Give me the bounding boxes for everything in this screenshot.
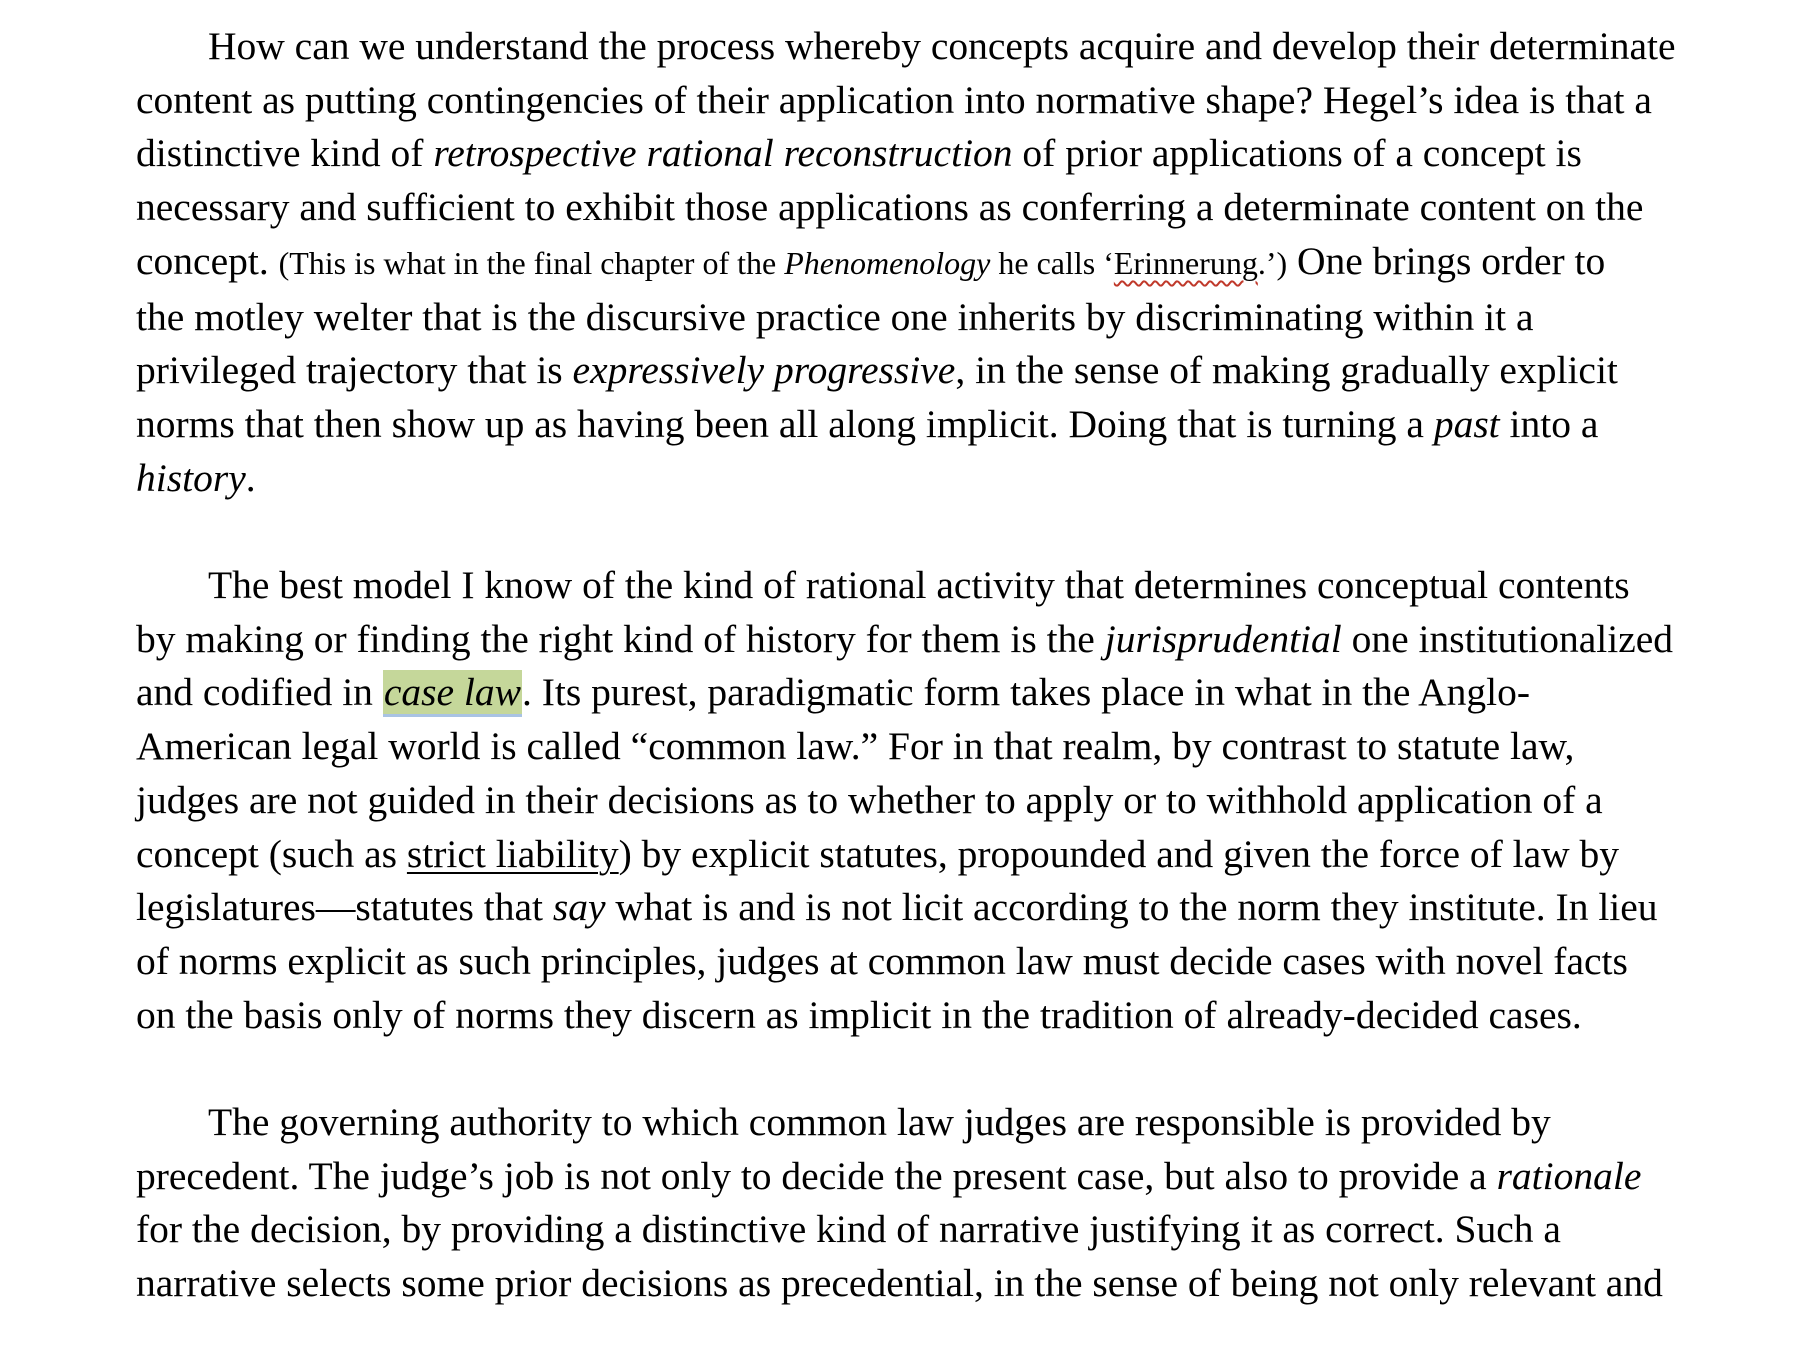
emphasis-expressively-progressive: expressively progressive: [572, 348, 956, 393]
paragraph-2: [136, 559, 1732, 1042]
text-run: ) by explicit statutes, propounded and given the force of law by: [618, 831, 1620, 876]
text-run: into a: [1499, 401, 1599, 446]
text-line: [136, 127, 1732, 181]
text-run: (This is what in the final chapter of the: [278, 244, 785, 281]
paragraph-3: [136, 1096, 1732, 1311]
text-line: [136, 452, 1732, 506]
emphasis-phenomenology: Phenomenology: [784, 244, 991, 281]
text-run: , in the sense of making gradually explicit: [955, 348, 1618, 393]
text-line: [136, 344, 1732, 398]
text-run: of prior applications of a concept is: [1012, 131, 1582, 176]
text-run: concept (such as: [136, 831, 407, 876]
text-line: [136, 881, 1732, 935]
text-line: content as putting contingencies of their application into normative shape? Hegel’s idea is that a: [136, 77, 1652, 122]
emphasis-past: past: [1433, 401, 1500, 446]
text-line: The governing authority to which common law judges are responsible is provided by: [208, 1100, 1551, 1145]
text-run: what is and is not licit according to the norm they institute. In lieu: [605, 885, 1658, 930]
text-run: privileged trajectory that is: [136, 348, 573, 393]
text-line: the motley welter that is the discursive practice one inherits by discriminating within it a: [136, 294, 1534, 339]
parenthetical-note: [279, 245, 1288, 281]
emphasis-say: say: [552, 885, 606, 930]
text-line: The best model I know of the kind of rational activity that determines conceptual contents: [208, 563, 1630, 608]
text-run: precedent. The judge’s job is not only to decide the present case, but also to provide a: [136, 1153, 1497, 1198]
text-run: by making or finding the right kind of history for them is the: [136, 616, 1105, 661]
text-run: One brings order to: [1287, 238, 1606, 283]
text-line: on the basis only of norms they discern as implicit in the tradition of already-decided cases.: [136, 992, 1582, 1037]
text-line: for the decision, by providing a distinctive kind of narrative justifying it as correct. Such a: [136, 1207, 1561, 1252]
text-run: one institutionalized: [1341, 616, 1674, 661]
text-line: judges are not guided in their decisions as to whether to apply or to withhold application of a: [136, 777, 1603, 822]
text-line: [136, 666, 1732, 720]
emphasis-rationale: rationale: [1496, 1153, 1642, 1198]
text-line: of norms explicit as such principles, judges at common law must decide cases with novel facts: [136, 938, 1628, 983]
text-line: [136, 828, 1732, 882]
spellcheck-word[interactable]: Erinnerung: [1113, 244, 1258, 281]
emphasis-jurisprudential: jurisprudential: [1104, 616, 1342, 661]
text-run: . Its purest, paradigmatic form takes place in what in the Anglo-: [521, 670, 1531, 715]
text-line: narrative selects some prior decisions as precedential, in the sense of being not only relevant and: [136, 1261, 1663, 1306]
text-run: distinctive kind of: [136, 131, 434, 176]
hyperlink-strict-liability[interactable]: strict liability: [406, 831, 619, 876]
highlighted-selection-case-law[interactable]: case law: [383, 670, 522, 717]
text-run: .: [245, 455, 256, 500]
text-run: legislatures—statutes that: [136, 885, 553, 930]
text-line: American legal world is called “common law.” For in that realm, by contrast to statute law,: [136, 724, 1575, 769]
text-run: .’): [1257, 244, 1288, 281]
emphasis-retrospective-reconstruction: retrospective rational reconstruction: [433, 131, 1013, 176]
text-run: and codified in: [136, 670, 383, 715]
text-line: [136, 398, 1732, 452]
text-run: norms that then show up as having been all along implicit. Doing that is turning a: [136, 401, 1434, 446]
text-line: [136, 235, 1732, 291]
paragraph-1: [136, 20, 1732, 505]
emphasis-history: history: [136, 455, 246, 500]
document-page: [136, 20, 1732, 1365]
text-run: he calls ‘: [990, 244, 1114, 281]
text-run: concept.: [136, 238, 279, 283]
text-line: [136, 1150, 1732, 1204]
text-line: How can we understand the process whereby concepts acquire and develop their determinate: [208, 24, 1676, 68]
text-line: necessary and sufficient to exhibit those applications as conferring a determinate content on the: [136, 185, 1644, 230]
text-line: [136, 613, 1732, 667]
